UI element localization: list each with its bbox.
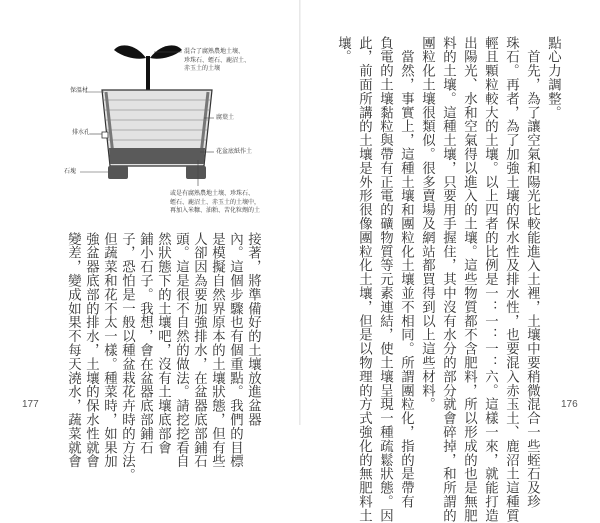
drain-hole-label: 排水孔 (72, 129, 91, 136)
right-page-number: 176 (561, 399, 578, 410)
stem (146, 56, 150, 94)
drain-hole (102, 132, 108, 138)
book-gutter (299, 0, 301, 425)
left-text-column: 是模擬自然界原本的土壤狀態，但有些 (209, 232, 225, 469)
right-text-column: 輕且顆粒較大的土壤。以上四者的比例是一：一：一：六。這樣一來，就能打造 (482, 36, 498, 523)
left-text-column: 內。這個步驟也有個重點。我們的目標 (227, 232, 243, 469)
left-leaf-icon (114, 45, 146, 58)
left-page-number: 177 (22, 399, 39, 410)
left-text-column: 變差，變成如果不每天澆水，蔬菜就會 (65, 232, 81, 469)
base-soil-layer (109, 148, 205, 164)
top-mix-label: 混合了腐熟農地土壤、 珍珠石、蛭石、鹿沼土、 赤玉土的土壤 (184, 48, 251, 72)
right-text-column: 料的土壤。這種土壤，只要用手握住，其中沒有水分的部分就會碎掉，和所謂的 (440, 36, 456, 523)
right-text-column: 珠石。再者，為了加強土壤的保水性及排水性，也要混入赤玉土、鹿沼土這種質 (503, 36, 519, 523)
right-text-column: 團粒化土壤很類似。很多賣場及網站都買得到以上這些材料。 (419, 36, 435, 412)
left-text-column: 接著，將準備好的土壤放進盆器 (245, 232, 261, 427)
left-text-column: 子，恐怕是一般以種盆栽花卉時的方法。 (119, 232, 135, 483)
left-text-column: 人卻因為要加強排水，在盆器底部鋪石 (191, 232, 207, 469)
right-text-column: 出陽光、水和空氣得以進入的土壤。這些物質都不含肥料，所以形成的也是無肥 (461, 36, 477, 523)
right-text-column: 此，前面所講的土壤是外形很像團粒化土壤，但是以物理的方式強化的無肥料土 (356, 36, 372, 523)
right-text-column: 點心力調整。 (545, 36, 561, 120)
left-text-column: 強盆器底部的排水，土壤的保水性就會 (83, 232, 99, 469)
right-foot-stone (186, 166, 206, 179)
left-text-column: 頭。這是很不自然的做法。請挖挖看自 (173, 232, 189, 469)
left-text-column: 但蔬菜和花不太一樣。種菜時，如果加 (101, 232, 117, 469)
left-text-column: 鋪小石子。我想，會在盆器底部鋪石 (137, 232, 153, 455)
left-text-column: 然狀態下的土壤吧，沒有土壤底部會 (155, 232, 171, 455)
stone-label: 石塊 (64, 168, 77, 175)
right-text-column: 首先，為了讓空氣和陽光比較能進入土裡，土壤中要稍微混合一些蛭石及珍 (524, 36, 540, 509)
left-foot-stone (108, 166, 128, 179)
right-text-column: 負電的土壤黏粒與帶有正電的礦物質等元素連結，使土壤呈現一種疏鬆狀態。因 (377, 36, 393, 523)
right-text-column: 壤。 (335, 36, 351, 64)
bottom-mix-label: 或是有腐熟農地土壤、珍珠石、 蛭石、鹿沼土、赤玉土的土壤中， 再加入米糠、油粕、苦化粒劑的土 (170, 190, 261, 214)
insulation-label: 保溫材 (70, 87, 89, 94)
base-layer-label: 花盆底紙作土 (216, 148, 253, 155)
leaf-mold-label: 腐葉土 (216, 114, 235, 121)
planter-diagram (64, 38, 285, 228)
right-text-column: 當然，事實上，這種土壤和團粒化土壤並不相同。所謂團粒化，指的是帶有 (398, 36, 414, 509)
